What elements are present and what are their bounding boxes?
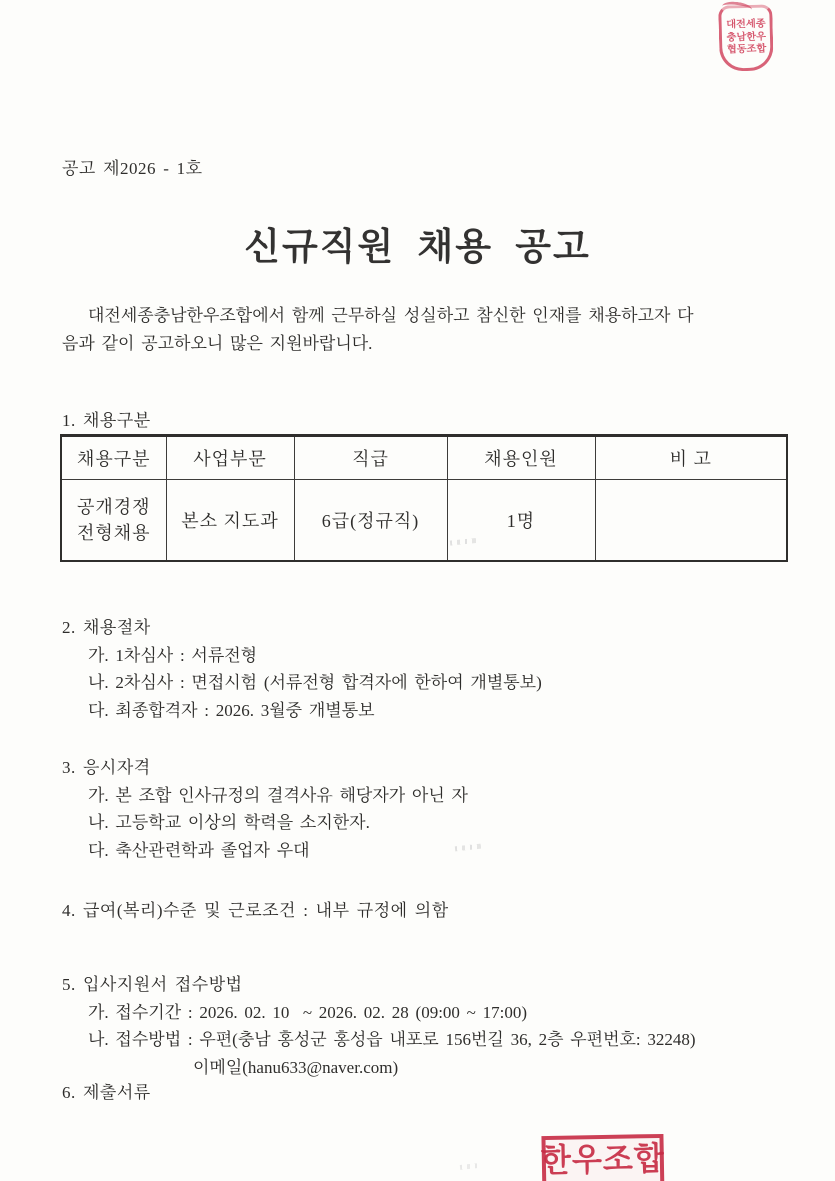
page-title: 신규직원 채용 공고 bbox=[244, 226, 591, 267]
header-category: 채용구분 bbox=[61, 436, 166, 480]
section-heading: 1. 채용구분 bbox=[62, 411, 151, 430]
section-application bbox=[62, 971, 696, 1081]
organization-seal-bottom bbox=[541, 1134, 664, 1181]
section-heading: 2. 채용절차 bbox=[62, 618, 151, 637]
section-heading: 4. 급여(복리)수준 및 근로조건 : 내부 규정에 의함 bbox=[62, 901, 449, 920]
header-headcount: 채용인원 bbox=[447, 436, 595, 480]
list-item: 나. 2차심사 : 면접시험 (서류전형 합격자에 한하여 개별통보) bbox=[88, 673, 542, 692]
cell-category-line: 전형채용 bbox=[76, 522, 151, 543]
list-item: 다. 최종합격자 : 2026. 3월중 개별통보 bbox=[88, 700, 375, 720]
cell-category bbox=[61, 480, 166, 561]
cell-grade: 6급(정규직) bbox=[294, 480, 447, 561]
section-heading: 6. 제출서류 bbox=[62, 1083, 151, 1102]
intro-line: 음과 같이 공고하오니 많은 지원바랍니다. bbox=[62, 333, 373, 353]
cell-division: 본소 지도과 bbox=[166, 480, 294, 561]
seal-text-line: 충남한우 bbox=[726, 31, 766, 44]
list-item: 가. 본 조합 인사규정의 결격사유 해당자가 아닌 자 bbox=[88, 785, 468, 805]
section-heading: 3. 응시자격 bbox=[62, 758, 151, 777]
section-heading: 5. 입사지원서 접수방법 bbox=[62, 975, 243, 994]
list-item: 나. 고등학교 이상의 학력을 소지한자. bbox=[88, 813, 370, 832]
section-documents bbox=[62, 1079, 151, 1107]
seal-text-line: 협동조합 bbox=[726, 43, 767, 56]
cell-headcount-value: 1명 bbox=[506, 510, 536, 531]
organization-seal-top bbox=[718, 4, 774, 71]
table-row bbox=[61, 480, 787, 561]
list-item: 다. 축산관련학과 졸업자 우대 bbox=[88, 840, 310, 860]
header-division: 사업부문 bbox=[166, 436, 294, 480]
cell-category-line: 공개경쟁 bbox=[76, 496, 151, 517]
list-item: 나. 접수방법 : 우편(충남 홍성군 홍성읍 내포로 156번길 36, 2층 우편번호: 32248) bbox=[88, 1030, 696, 1049]
header-grade: 직급 bbox=[294, 436, 447, 480]
list-item: 가. 1차심사 : 서류전형 bbox=[88, 645, 258, 665]
section-salary bbox=[62, 897, 449, 925]
doc-number: 공고 제2026 - 1호 bbox=[62, 159, 203, 178]
seal-text: 한우조합 bbox=[540, 1140, 666, 1179]
intro-line: 대전세종충남한우조합에서 함께 근무하실 성실하고 참신한 인재를 채용하고자 다 bbox=[88, 306, 694, 325]
seal-text-line: 대전세종 bbox=[725, 18, 766, 31]
recruitment-table bbox=[60, 434, 788, 562]
section-procedure bbox=[62, 614, 542, 724]
table-header-row bbox=[61, 436, 787, 480]
header-note: 비 고 bbox=[595, 436, 787, 480]
list-item: 가. 접수기간 : 2026. 02. 10 ~ 2026. 02. 28 (09:00 ~ 17:00) bbox=[88, 1002, 527, 1022]
section-recruitment-category bbox=[62, 407, 151, 435]
email-line: 이메일(hanu633@naver.com) bbox=[193, 1057, 399, 1077]
section-qualification bbox=[62, 754, 468, 864]
scan-artifact bbox=[460, 1163, 478, 1170]
intro-paragraph bbox=[62, 302, 782, 357]
cell-note bbox=[595, 480, 787, 561]
cell-headcount bbox=[447, 480, 595, 561]
